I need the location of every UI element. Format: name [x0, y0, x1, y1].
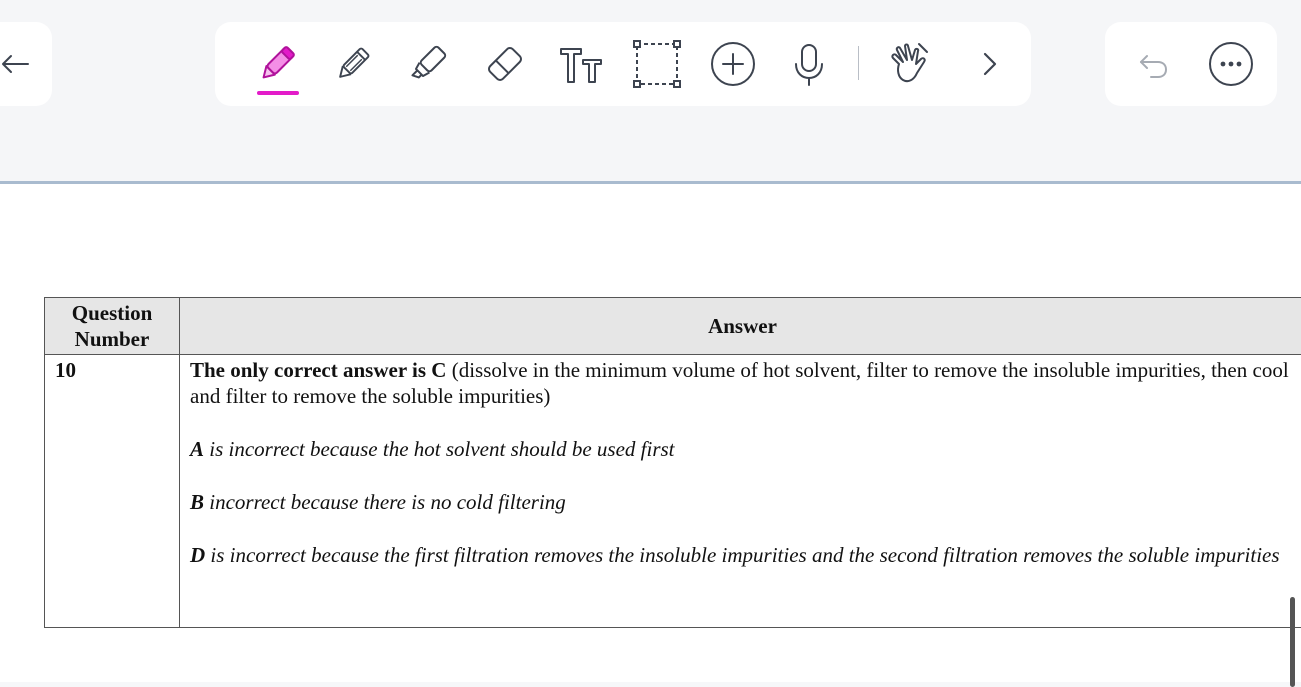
back-panel: [0, 22, 52, 106]
option-a-letter: A: [190, 437, 204, 461]
ellipsis-circle-icon: [1207, 40, 1255, 88]
active-tool-indicator: [257, 91, 299, 95]
highlighter-tool-button[interactable]: [404, 40, 452, 88]
hand-pointer-icon: [885, 40, 933, 88]
table-row: [45, 355, 1301, 628]
table-header-row: [45, 298, 1301, 355]
highlighter-icon: [404, 40, 452, 88]
plus-circle-icon: [709, 40, 757, 88]
more-tools-button[interactable]: [966, 40, 1014, 88]
pen-icon: [253, 40, 301, 88]
toolbar-area: [0, 0, 1301, 182]
chevron-right-icon: [966, 40, 1014, 88]
correct-answer-lead: The only correct answer is C: [190, 358, 446, 382]
mark-scheme-table: [44, 297, 1301, 628]
lasso-select-icon: [633, 40, 681, 88]
eraser-tool-button[interactable]: [481, 40, 529, 88]
arrow-left-icon: [0, 52, 31, 76]
lasso-select-button[interactable]: [633, 40, 681, 88]
more-options-button[interactable]: [1207, 40, 1255, 88]
eraser-icon: [481, 40, 529, 88]
option-b-letter: B: [190, 490, 204, 514]
back-button[interactable]: [0, 40, 38, 88]
undo-icon: [1133, 44, 1173, 84]
option-d-explanation: [190, 542, 1295, 568]
microphone-icon: [785, 40, 833, 88]
question-number-cell: 10: [45, 355, 180, 628]
add-button[interactable]: [709, 40, 757, 88]
undo-button[interactable]: [1129, 40, 1177, 88]
option-b-explanation: [190, 489, 1295, 515]
text-tool-icon: [557, 40, 605, 88]
toolbar-divider: [858, 46, 859, 80]
option-b-text: incorrect because there is no cold filtering: [204, 490, 566, 514]
option-d-letter: D: [190, 543, 205, 567]
pencil-icon: [330, 41, 376, 87]
pen-tool-button[interactable]: [253, 40, 301, 88]
pencil-tool-button[interactable]: [329, 40, 377, 88]
correct-answer-detail: (dissolve in the minimum volume of hot solvent, filter to remove the insoluble impurities, then cool and filter to remove the soluble impurities): [190, 358, 1289, 408]
option-a-explanation: [190, 436, 1295, 462]
option-a-text: is incorrect because the hot solvent should be used first: [204, 437, 674, 461]
touch-mode-button[interactable]: [885, 40, 933, 88]
question-number-header: Question Number: [45, 298, 180, 355]
answer-header: Answer: [180, 298, 1301, 355]
text-tool-button[interactable]: [557, 40, 605, 88]
option-d-text: is incorrect because the first filtration removes the insoluble impurities and the second filtration removes the soluble impurities: [205, 543, 1279, 567]
record-audio-button[interactable]: [785, 40, 833, 88]
vertical-scrollbar[interactable]: [1290, 597, 1295, 687]
correct-answer-text: [190, 357, 1295, 409]
answer-cell: [180, 355, 1301, 628]
